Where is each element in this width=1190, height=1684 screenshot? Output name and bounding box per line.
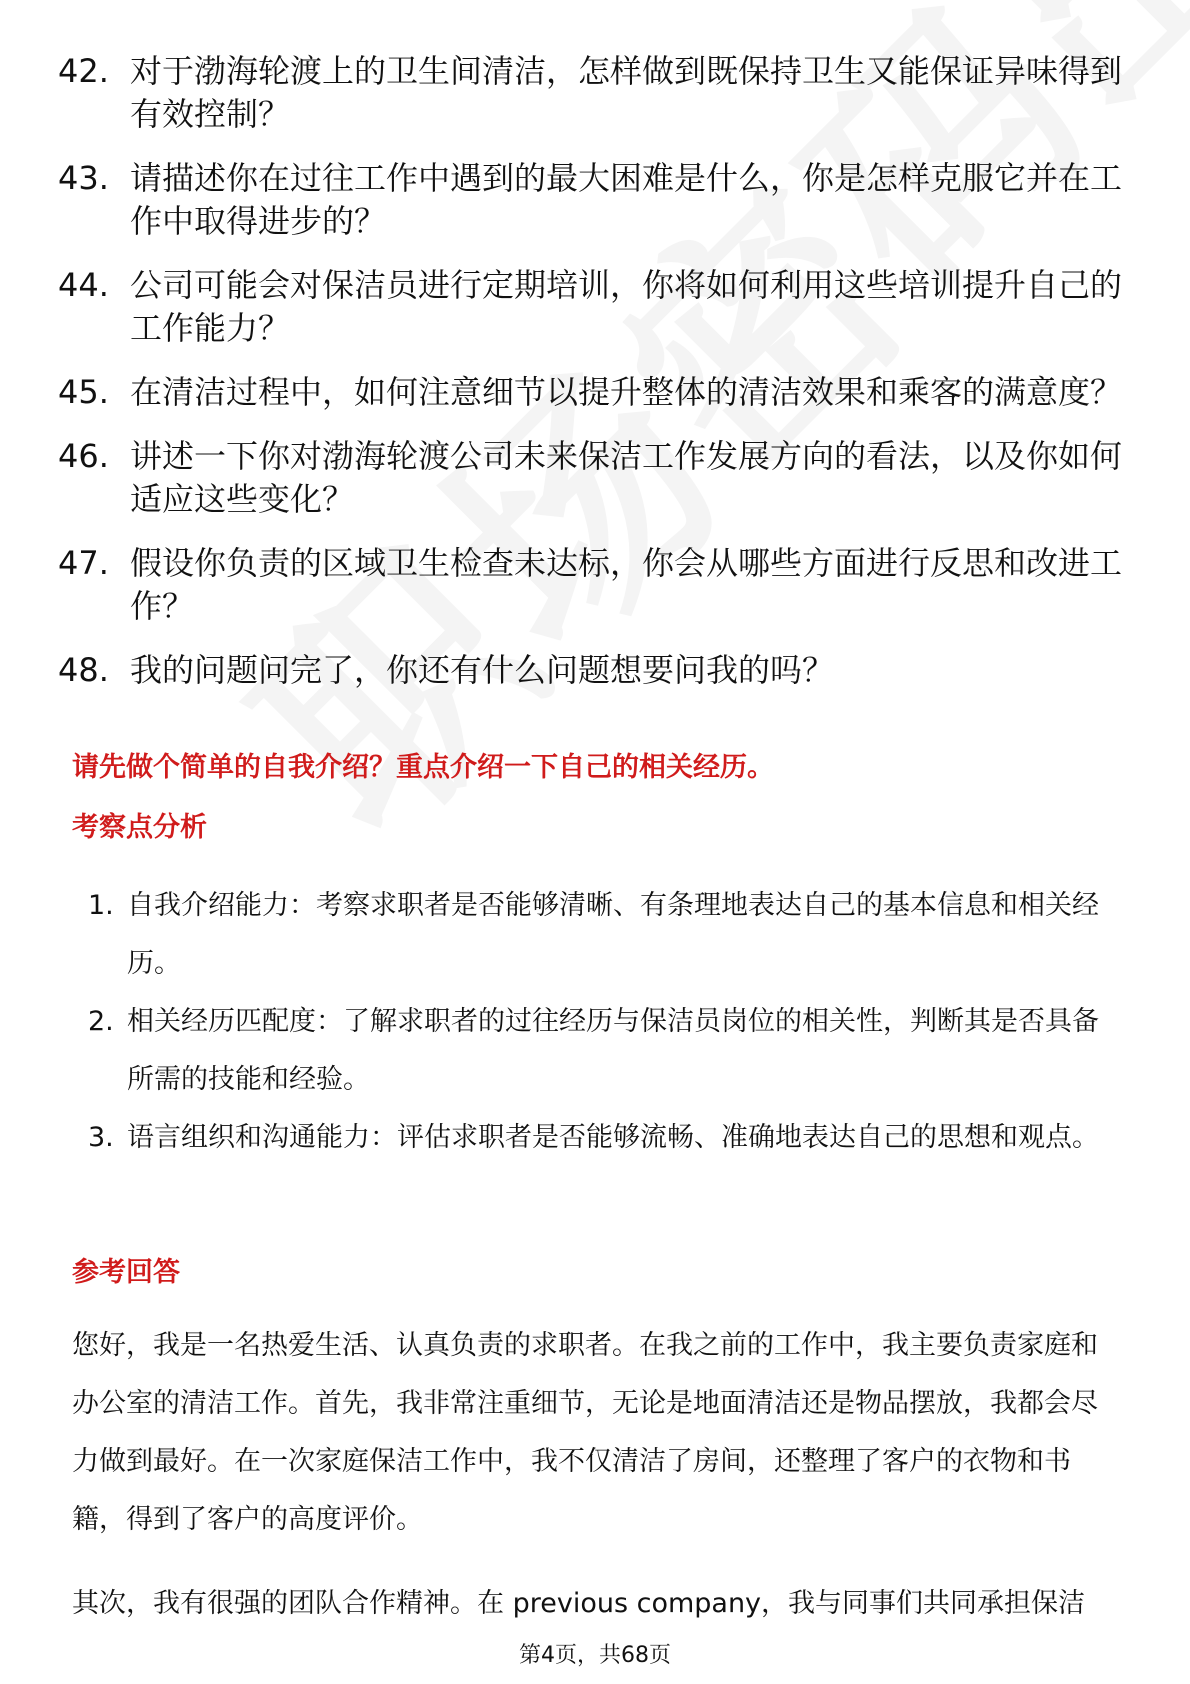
reference-heading: 参考回答: [72, 1257, 180, 1288]
question-number: 47.: [58, 544, 109, 582]
analysis-list: [72, 877, 1118, 1167]
question-item: [58, 371, 1128, 414]
analysis-number: 3.: [88, 1122, 114, 1153]
question-number: 42.: [58, 52, 109, 90]
question-item: [58, 435, 1128, 521]
analysis-item: [72, 877, 1118, 993]
question-number: 43.: [58, 159, 109, 197]
analysis-heading: 考察点分析: [72, 812, 207, 843]
analysis-text: 自我介绍能力：考察求职者是否能够清晰、有条理地表达自己的基本信息和相关经历。: [127, 890, 1099, 979]
question-text: 对于渤海轮渡上的卫生间清洁，怎样做到既保持卫生又能保证异味得到有效控制？: [130, 52, 1123, 133]
question-text: 在清洁过程中，如何注意细节以提升整体的清洁效果和乘客的满意度？: [130, 373, 1123, 411]
page-footer: 第4页，共68页: [519, 1643, 671, 1668]
question-list: [58, 50, 1128, 713]
question-text: 讲述一下你对渤海轮渡公司未来保洁工作发展方向的看法，以及你如何适应这些变化？: [130, 437, 1123, 518]
question-number: 45.: [58, 373, 109, 411]
analysis-item: [72, 1109, 1118, 1167]
question-number: 48.: [58, 651, 109, 689]
analysis-item: [72, 993, 1118, 1109]
question-number: 46.: [58, 437, 109, 475]
featured-question-heading: 请先做个简单的自我介绍？重点介绍一下自己的相关经历。: [72, 752, 774, 783]
question-item: [58, 264, 1128, 350]
question-item: [58, 157, 1128, 243]
analysis-number: 1.: [88, 890, 114, 921]
question-text: 请描述你在过往工作中遇到的最大困难是什么，你是怎样克服它并在工作中取得进步的？: [130, 159, 1123, 240]
answer-paragraph: 其次，我有很强的团队合作精神。在 previous company，我与同事们共同承担保洁: [72, 1588, 1086, 1619]
question-text: 公司可能会对保洁员进行定期培训，你将如何利用这些培训提升自己的工作能力？: [130, 266, 1123, 347]
question-number: 44.: [58, 266, 109, 304]
question-item: [58, 649, 1128, 692]
question-text: 假设你负责的区域卫生检查未达标，你会从哪些方面进行反思和改进工作？: [130, 544, 1123, 625]
question-text: 我的问题问完了，你还有什么问题想要问我的吗？: [130, 651, 835, 689]
answer-paragraph: 您好，我是一名热爱生活、认真负责的求职者。在我之前的工作中，我主要负责家庭和办公室的清洁工作。首先，我非常注重细节，无论是地面清洁还是物品摆放，我都会尽力做到最好。在一次家庭保洁工作中，我不仅清洁了房间，还整理了客户的衣物和书籍，得到了客户的高度评价。: [72, 1330, 1098, 1535]
analysis-text: 相关经历匹配度：了解求职者的过往经历与保洁员岗位的相关性，判断其是否具备所需的技能和经验。: [127, 1006, 1099, 1095]
question-item: [58, 542, 1128, 628]
question-item: [58, 50, 1128, 136]
analysis-text: 语言组织和沟通能力：评估求职者是否能够流畅、准确地表达自己的思想和观点。: [127, 1122, 1099, 1153]
analysis-number: 2.: [88, 1006, 114, 1037]
